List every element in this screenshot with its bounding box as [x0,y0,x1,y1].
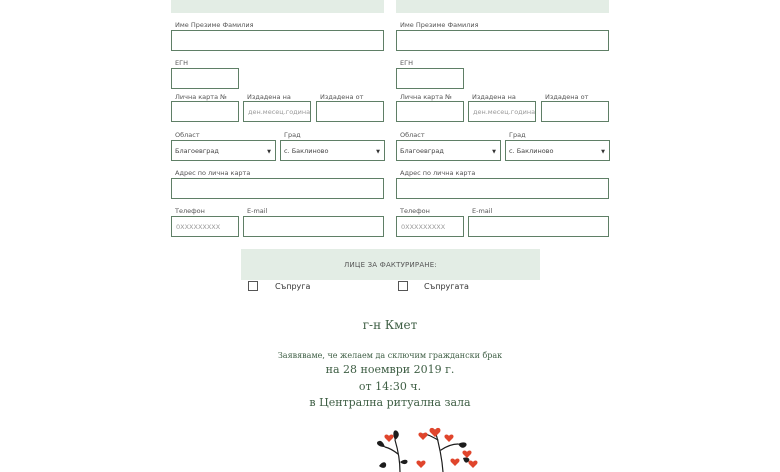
billing-option-2-checkbox[interactable] [398,281,408,291]
city-select[interactable] [280,140,385,161]
region-select[interactable] [171,140,276,161]
id-card-input[interactable] [171,101,239,122]
left-column-header-band [171,0,384,13]
billing-section-header [241,249,540,280]
egn-label: ЕГН [175,59,188,67]
billing-title: ЛИЦЕ ЗА ФАКТУРИРАНЕ: [344,260,437,269]
address-label: Адрес по лична карта [175,169,251,177]
issued-by-input[interactable] [541,101,609,122]
region-select[interactable] [396,140,501,161]
address-input[interactable] [396,178,609,199]
region-label: Област [175,131,200,139]
issued-on-input[interactable] [243,101,311,122]
egn-input[interactable] [171,68,239,89]
issued-on-label: Издадена на [247,93,291,101]
leaf-icon [393,430,398,440]
leaf-icon [377,441,385,447]
leaf-icon [463,457,469,462]
chevron-down-icon: ▼ [601,149,605,155]
heart-icon [462,451,471,458]
region-value: Благоевград [175,146,219,155]
issued-on-label: Издадена на [472,93,516,101]
heart-icon [468,461,477,468]
full-name-label: Име Презиме Фамилия [175,21,254,29]
id-card-label: Лична карта № [175,93,227,101]
phone-label: Телефон [175,207,205,215]
letter-line-3: от 14:30 ч. [358,380,422,393]
heart-icon [384,435,393,442]
egn-input[interactable] [396,68,464,89]
leaf-icon [458,442,467,447]
right-column-header-band [396,0,609,13]
heart-tree-illustration [365,422,485,472]
billing-option-1-checkbox[interactable] [248,281,258,291]
city-value: с. Бaклиново [284,146,329,155]
email-input[interactable] [243,216,384,237]
id-card-label: Лична карта № [400,93,452,101]
address-input[interactable] [171,178,384,199]
id-card-input[interactable] [396,101,464,122]
letter-line-4: в Централна ритуална зала [309,396,471,409]
billing-option-1-label: Съпруга [275,282,311,291]
phone-placeholder: 0XXXXXXXXX [401,222,446,231]
region-label: Област [400,131,425,139]
heart-icon [430,428,441,437]
city-select[interactable] [505,140,610,161]
letter-line-2: на 28 ноември 2019 г. [325,363,455,376]
issued-on-placeholder: ден.месец.година [473,107,536,116]
heart-icon [416,461,425,468]
chevron-down-icon: ▼ [376,149,380,155]
region-value: Благоевград [400,146,444,155]
heart-icon [444,435,453,442]
email-label: E-mail [247,207,268,215]
phone-input[interactable] [171,216,239,237]
full-name-label: Име Презиме Фамилия [400,21,479,29]
letter-line-1: Заявяваме, че желаем да сключим граждански брак [277,351,503,360]
chevron-down-icon: ▼ [267,149,271,155]
city-label: Град [509,131,526,139]
phone-input[interactable] [396,216,464,237]
chevron-down-icon: ▼ [492,149,496,155]
issued-by-input[interactable] [316,101,384,122]
email-input[interactable] [468,216,609,237]
phone-placeholder: 0XXXXXXXXX [176,222,221,231]
city-label: Град [284,131,301,139]
issued-by-label: Издадена от [545,93,589,101]
heart-icon [450,459,459,466]
leaf-icon [400,460,408,464]
issued-by-label: Издадена от [320,93,364,101]
issued-on-placeholder: ден.месец.година [248,107,311,116]
address-label: Адрес по лична карта [400,169,476,177]
egn-label: ЕГН [400,59,413,67]
phone-label: Телефон [400,207,430,215]
letter-recipient: г-н Кмет [362,318,418,332]
full-name-input[interactable] [171,30,384,51]
city-value: с. Бaклиново [509,146,554,155]
issued-on-input[interactable] [468,101,536,122]
leaf-icon [379,462,386,468]
email-label: E-mail [472,207,493,215]
billing-option-2-label: Съпругата [424,282,469,291]
full-name-input[interactable] [396,30,609,51]
